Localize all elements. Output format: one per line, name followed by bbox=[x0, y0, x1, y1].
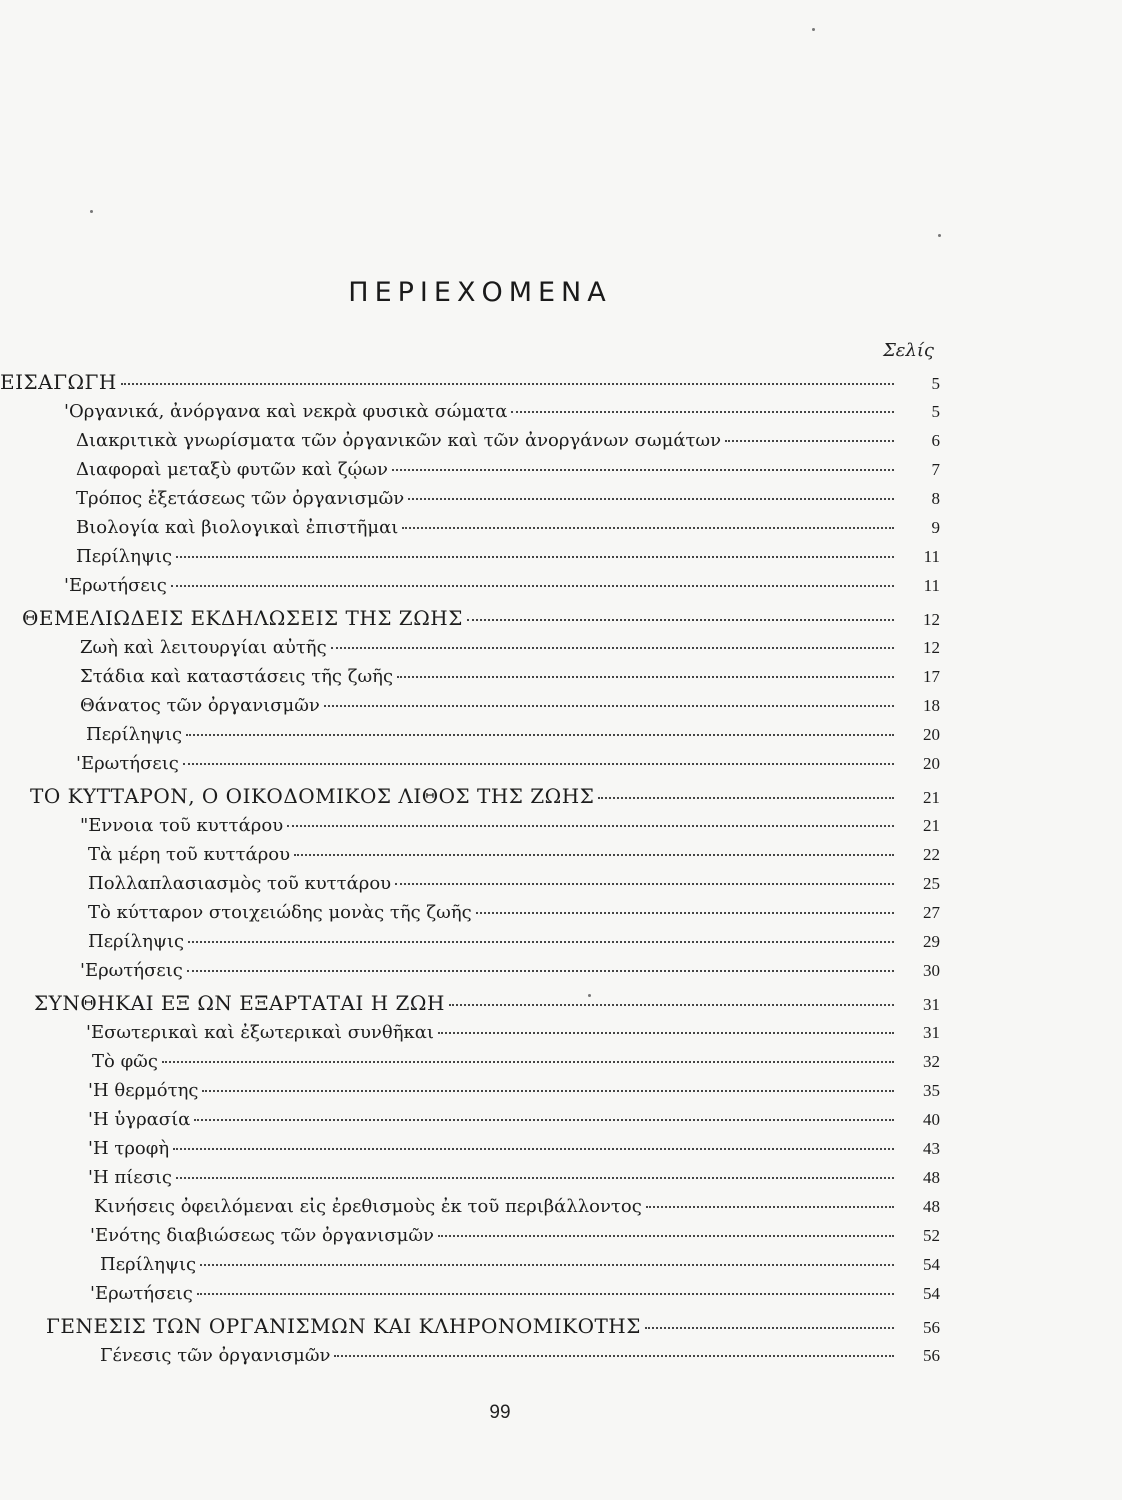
toc-page-number: 29 bbox=[923, 932, 940, 951]
toc-page-number: 52 bbox=[923, 1226, 940, 1245]
toc-page-number: 43 bbox=[923, 1139, 940, 1158]
toc-entry bbox=[0, 1254, 940, 1283]
page-column-label: Σελίς bbox=[883, 340, 934, 361]
toc-entry-label: Πολλαπλασιασμὸς τοῦ κυττάρου bbox=[88, 873, 392, 894]
toc-entry-label: 'Ερωτήσεις bbox=[76, 753, 179, 774]
toc-entry-label: Περίληψις bbox=[100, 1254, 197, 1275]
dot-leader bbox=[395, 883, 894, 885]
toc-entry bbox=[0, 1022, 940, 1051]
toc-entry-label: 'Ερωτήσεις bbox=[64, 575, 167, 596]
paper-speck bbox=[588, 994, 591, 997]
toc-page-number: 12 bbox=[923, 638, 940, 657]
toc-page-number: 40 bbox=[923, 1110, 940, 1129]
toc-entry-label: Τρόπος ἐξετάσεως τῶν ὀργανισμῶν bbox=[76, 488, 405, 509]
toc-entry bbox=[0, 1196, 940, 1225]
toc-entry bbox=[0, 1138, 940, 1167]
toc-entry bbox=[0, 815, 940, 844]
toc-entry-label: 'Η πίεσις bbox=[88, 1167, 173, 1188]
dot-leader bbox=[402, 527, 894, 529]
toc-page-number: 20 bbox=[923, 725, 940, 744]
toc-entry-label: Βιολογία καὶ βιολογικαὶ ἐπιστῆμαι bbox=[76, 517, 399, 538]
toc-entry-label: Περίληψις bbox=[76, 546, 173, 567]
toc-page-number: 9 bbox=[931, 518, 940, 537]
toc-entry bbox=[0, 873, 940, 902]
toc-entry bbox=[0, 575, 940, 604]
toc-entry bbox=[0, 459, 940, 488]
toc-entry-label: Θάνατος τῶν ὀργανισμῶν bbox=[80, 695, 320, 716]
toc-entry-label: ΕΙΣΑΓΩΓΗ bbox=[0, 370, 117, 394]
toc-page-number: 48 bbox=[923, 1197, 940, 1216]
toc-entry-label: Τὸ κύτταρον στοιχειώδης μονὰς τῆς ζωῆς bbox=[88, 902, 472, 923]
dot-leader bbox=[202, 1090, 894, 1092]
dot-leader bbox=[188, 941, 894, 943]
dot-leader bbox=[187, 970, 894, 972]
toc-page-number: 48 bbox=[923, 1168, 940, 1187]
toc-entry bbox=[0, 637, 940, 666]
toc-entry bbox=[0, 430, 940, 459]
toc-page-number: 30 bbox=[923, 961, 940, 980]
toc-page-number: 22 bbox=[923, 845, 940, 864]
dot-leader bbox=[176, 1177, 894, 1179]
dot-leader bbox=[197, 1293, 894, 1295]
dot-leader bbox=[294, 854, 894, 856]
dot-leader bbox=[449, 1004, 894, 1006]
toc-entry bbox=[0, 695, 940, 724]
dot-leader bbox=[408, 498, 894, 500]
toc-entry bbox=[0, 753, 940, 782]
toc-page-number: 31 bbox=[923, 1023, 940, 1042]
paper-speck bbox=[812, 28, 815, 31]
toc-page-number: 5 bbox=[931, 402, 940, 421]
toc-entry-label: 'Η ὑγρασία bbox=[88, 1109, 191, 1130]
toc-entry-label: ΣΥΝΘΗΚΑΙ ΕΞ ΩΝ ΕΞΑΡΤΑΤΑΙ Η ΖΩΗ bbox=[34, 991, 445, 1015]
toc-page-number: 8 bbox=[931, 489, 940, 508]
toc-entry-label: Στάδια καὶ καταστάσεις τῆς ζωῆς bbox=[80, 666, 394, 687]
toc-chapter bbox=[0, 606, 940, 637]
toc-page-number: 31 bbox=[923, 995, 940, 1014]
toc-entry-label: Γένεσις τῶν ὀργανισμῶν bbox=[100, 1345, 331, 1366]
paper-speck bbox=[938, 234, 941, 237]
toc-entry bbox=[0, 488, 940, 517]
toc-entry bbox=[0, 666, 940, 695]
toc-page-number: 12 bbox=[923, 610, 940, 629]
toc-page-number: 54 bbox=[923, 1255, 940, 1274]
toc-page-number: 7 bbox=[931, 460, 940, 479]
dot-leader bbox=[397, 676, 894, 678]
toc-chapter bbox=[0, 991, 940, 1022]
dot-leader bbox=[121, 383, 894, 385]
toc-page-number: 54 bbox=[923, 1284, 940, 1303]
toc-entry-label: Ζωὴ καὶ λειτουργίαι αὐτῆς bbox=[80, 637, 327, 658]
toc-page-number: 56 bbox=[923, 1318, 940, 1337]
toc-entry bbox=[0, 931, 940, 960]
toc-entry bbox=[0, 960, 940, 989]
dot-leader bbox=[438, 1032, 894, 1034]
toc-entry bbox=[0, 1345, 940, 1374]
dot-leader bbox=[183, 763, 894, 765]
dot-leader bbox=[334, 1355, 894, 1357]
toc-page-number: 27 bbox=[923, 903, 940, 922]
toc-entry bbox=[0, 844, 940, 873]
toc-entry-label: ΓΕΝΕΣΙΣ ΤΩΝ ΟΡΓΑΝΙΣΜΩΝ ΚΑΙ ΚΛΗΡΟΝΟΜΙΚΟΤΗΣ bbox=[46, 1314, 641, 1338]
dot-leader bbox=[645, 1327, 894, 1329]
toc-entry-label: 'Οργανικά, ἀνόργανα καὶ νεκρὰ φυσικὰ σώματα bbox=[64, 401, 508, 422]
dot-leader bbox=[331, 647, 894, 649]
dot-leader bbox=[438, 1235, 894, 1237]
toc-entry-label: 'Η τροφὴ bbox=[88, 1138, 170, 1159]
dot-leader bbox=[467, 619, 894, 621]
toc-entry-label: Διακριτικὰ γνωρίσματα τῶν ὀργανικῶν καὶ τῶν ἀνοργάνων σωμάτων bbox=[76, 430, 722, 451]
page-title: ΠΕΡΙΕΧΟΜΕΝΑ bbox=[348, 277, 612, 308]
toc-entry-label: Περίληψις bbox=[86, 724, 183, 745]
toc-entry bbox=[0, 1051, 940, 1080]
toc-entry-label: Κινήσεις ὀφειλόμεναι εἰς ἐρεθισμοὺς ἐκ τοῦ περιβάλλοντος bbox=[94, 1196, 642, 1217]
toc-page-number: 5 bbox=[931, 374, 940, 393]
table-of-contents bbox=[0, 370, 940, 1374]
toc-chapter bbox=[0, 1314, 940, 1345]
dot-leader bbox=[194, 1119, 894, 1121]
toc-page-number: 21 bbox=[923, 788, 940, 807]
toc-entry-label: 'Η θερμότης bbox=[88, 1080, 199, 1101]
toc-entry-label: 'Εσωτερικαὶ καὶ ἐξωτερικαὶ συνθῆκαι bbox=[86, 1022, 434, 1043]
toc-entry-label: "Εννοια τοῦ κυττάρου bbox=[80, 815, 284, 836]
toc-entry-label: Διαφοραὶ μεταξὺ φυτῶν καὶ ζῴων bbox=[76, 459, 388, 480]
toc-page-number: 25 bbox=[923, 874, 940, 893]
dot-leader bbox=[725, 440, 894, 442]
toc-entry-label: ΤΟ ΚΥΤΤΑΡΟΝ, Ο ΟΙΚΟΔΟΜΙΚΟΣ ΛΙΘΟΣ ΤΗΣ ΖΩΗΣ bbox=[30, 784, 595, 808]
toc-entry-label: 'Ερωτήσεις bbox=[90, 1283, 193, 1304]
toc-entry bbox=[0, 1109, 940, 1138]
toc-page-number: 17 bbox=[923, 667, 940, 686]
toc-page-number: 35 bbox=[923, 1081, 940, 1100]
toc-entry bbox=[0, 1283, 940, 1312]
toc-chapter bbox=[0, 784, 940, 815]
dot-leader bbox=[476, 912, 894, 914]
dot-leader bbox=[173, 1148, 894, 1150]
toc-page-number: 18 bbox=[923, 696, 940, 715]
toc-page-number: 32 bbox=[923, 1052, 940, 1071]
toc-entry-label: Τὸ φῶς bbox=[92, 1051, 158, 1072]
toc-page-number: 6 bbox=[931, 431, 940, 450]
dot-leader bbox=[200, 1264, 894, 1266]
page-number: 99 bbox=[489, 1402, 511, 1423]
dot-leader bbox=[511, 411, 894, 413]
toc-entry bbox=[0, 517, 940, 546]
toc-entry-label: Τὰ μέρη τοῦ κυττάρου bbox=[88, 844, 291, 865]
toc-entry-label: ΘΕΜΕΛΙΩΔΕΙΣ ΕΚΔΗΛΩΣΕΙΣ ΤΗΣ ΖΩΗΣ bbox=[22, 606, 463, 630]
toc-entry-label: 'Ερωτήσεις bbox=[80, 960, 183, 981]
toc-entry bbox=[0, 1167, 940, 1196]
dot-leader bbox=[176, 556, 894, 558]
dot-leader bbox=[171, 585, 894, 587]
dot-leader bbox=[392, 469, 894, 471]
toc-page-number: 56 bbox=[923, 1346, 940, 1365]
toc-entry-label: Περίληψις bbox=[88, 931, 185, 952]
toc-entry bbox=[0, 1080, 940, 1109]
toc-page-number: 20 bbox=[923, 754, 940, 773]
toc-entry bbox=[0, 1225, 940, 1254]
dot-leader bbox=[646, 1206, 894, 1208]
toc-entry bbox=[0, 724, 940, 753]
toc-page-number: 21 bbox=[923, 816, 940, 835]
toc-entry bbox=[0, 902, 940, 931]
paper-speck bbox=[90, 210, 93, 213]
toc-entry-label: 'Ενότης διαβιώσεως τῶν ὀργανισμῶν bbox=[90, 1225, 434, 1246]
toc-chapter bbox=[0, 370, 940, 401]
toc-entry bbox=[0, 401, 940, 430]
dot-leader bbox=[324, 705, 894, 707]
dot-leader bbox=[287, 825, 894, 827]
dot-leader bbox=[598, 797, 894, 799]
dot-leader bbox=[162, 1061, 894, 1063]
toc-page-number: 11 bbox=[923, 576, 940, 595]
toc-page-number: 11 bbox=[923, 547, 940, 566]
toc-entry bbox=[0, 546, 940, 575]
dot-leader bbox=[186, 734, 894, 736]
